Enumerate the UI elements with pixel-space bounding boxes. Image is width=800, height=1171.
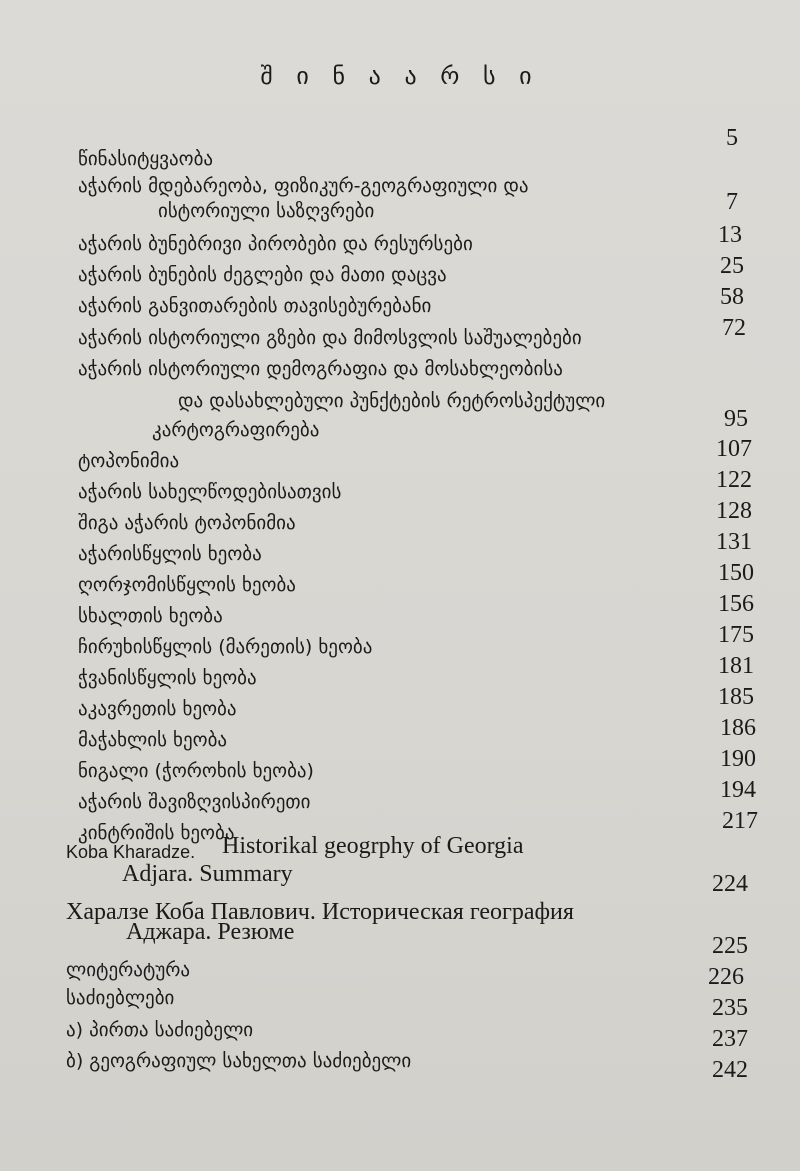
toc-entry-text: წინასიტყვაობა <box>78 148 214 170</box>
toc-entry-page: 226 <box>708 964 744 990</box>
toc-entry-text: ღორჯომისწყლის ხეობა <box>78 574 296 596</box>
toc-entry-page: 175 <box>718 622 754 648</box>
toc-entry-text: კარტოგრაფირება <box>152 419 320 441</box>
toc-entry-text: სხალთის ხეობა <box>78 605 223 627</box>
toc-entry-page: 25 <box>720 253 744 279</box>
toc-entry-text: მაჭახლის ხეობა <box>78 729 228 751</box>
toc-entry-page: 186 <box>720 715 756 741</box>
toc-entry-page: 190 <box>720 746 756 772</box>
toc-entry-page: 225 <box>712 933 748 959</box>
toc-entry-text: აჭარის ისტორიული დემოგრაფია და მოსახლეობისა <box>78 358 563 380</box>
toc-entry-page: 242 <box>712 1057 748 1083</box>
toc-entry-text: კინტრიშის ხეობა <box>78 822 235 844</box>
toc-entry-text: საძიებლები <box>66 987 175 1009</box>
toc-entry-text: Historikal geogrphy of Georgia <box>222 833 524 859</box>
toc-entry-text: შიგა აჭარის ტოპონიმია <box>78 512 296 534</box>
toc-entry-text: Adjara. Summary <box>122 861 293 887</box>
toc-entry-page: 181 <box>718 653 754 679</box>
toc-entry-page: 107 <box>716 436 752 462</box>
toc-entry-author: Koba Kharadze. <box>66 842 196 862</box>
toc-entry-page: 224 <box>712 871 748 897</box>
toc-entry-page: 5 <box>726 125 738 151</box>
toc-entry-text: აჭარისწყლის ხეობა <box>78 543 262 565</box>
toc-entry-page: 13 <box>718 222 742 248</box>
toc-entry-page: 194 <box>720 777 756 803</box>
toc-entry-text: აჭარის შავიზღვისპირეთი <box>78 791 311 813</box>
toc-entry-text: აკავრეთის ხეობა <box>78 698 237 720</box>
toc-entry-text: ა) პირთა საძიებელი <box>66 1019 254 1041</box>
toc-entry-text: ნიგალი (ჭოროხის ხეობა) <box>78 760 314 782</box>
toc-entry-text: ისტორიული საზღვრები <box>158 200 375 222</box>
toc-entry-page: 131 <box>716 529 752 555</box>
toc-entry-text: აჭარის სახელწოდებისათვის <box>78 481 342 503</box>
toc-entry-page: 185 <box>718 684 754 710</box>
toc-entry-text: ბ) გეოგრაფიულ სახელთა საძიებელი <box>66 1050 412 1072</box>
toc-entry-text: აჭარის ბუნებრივი პირობები და რესურსები <box>78 233 473 255</box>
toc-entry-page: 95 <box>724 406 748 432</box>
toc-entry-text: აჭარის მდებარეობა, ფიზიკურ-გეოგრაფიული და <box>78 175 529 197</box>
toc-entry-page: 150 <box>718 560 754 586</box>
toc-entry-page: 128 <box>716 498 752 524</box>
toc-entry-text: ტოპონიმია <box>78 450 180 472</box>
toc-entry-text: აჭარის ისტორიული გზები და მიმოსვლის საშუალებები <box>78 327 582 349</box>
toc-entry-text: ლიტერატურა <box>66 959 191 981</box>
toc-entry-page: 122 <box>716 467 752 493</box>
contents-title: შ ი ნ ა ა რ ს ი <box>260 62 540 90</box>
toc-entry-text: აჭარის ბუნების ძეგლები და მათი დაცვა <box>78 264 447 286</box>
toc-entry-page: 156 <box>718 591 754 617</box>
toc-entry-text: ჭვანისწყლის ხეობა <box>78 667 257 689</box>
toc-entry-page: 237 <box>712 1026 748 1052</box>
toc-entry-page: 7 <box>726 189 738 215</box>
toc-entry-text: Аджара. Резюме <box>126 919 295 945</box>
toc-entry-text: აჭარის განვითარების თავისებურებანი <box>78 295 432 317</box>
toc-entry-text: ჩირუხისწყლის (მარეთის) ხეობა <box>78 636 373 658</box>
toc-entry-page: 72 <box>722 315 746 341</box>
toc-entry-text: და დასახლებული პუნქტების რეტროსპექტული <box>178 390 606 412</box>
toc-entry-text: Харалзе Коба Павлович. Историческая география <box>66 899 574 925</box>
toc-entry-page: 58 <box>720 284 744 310</box>
toc-entry-page: 235 <box>712 995 748 1021</box>
toc-entry-page: 217 <box>722 808 758 834</box>
